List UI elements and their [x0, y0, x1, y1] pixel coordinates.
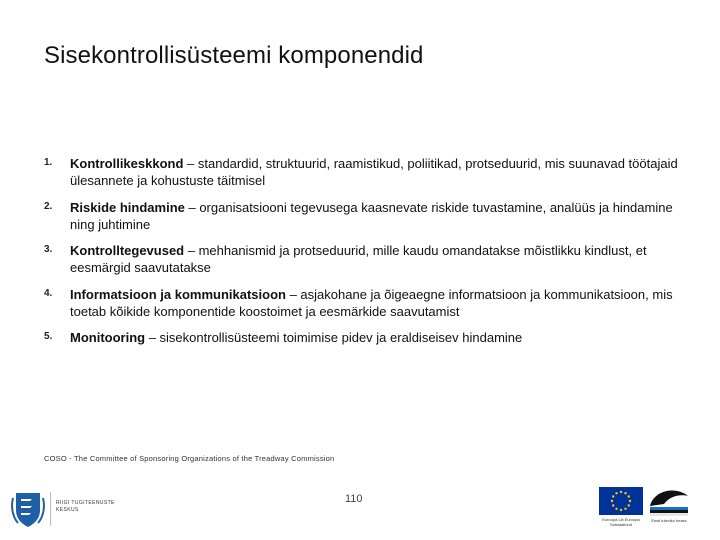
item-number: 4.: [44, 288, 53, 299]
item-term: Monitooring: [70, 330, 146, 345]
eu-star: [620, 491, 622, 493]
est-caption: Eesti tuleviku heaks: [651, 518, 687, 523]
slide-title: Sisekontrollisüsteemi komponendid: [44, 42, 424, 69]
eu-star: [611, 500, 613, 502]
item-text: [70, 329, 680, 346]
rtk-label-line2: KESKUS: [56, 507, 79, 513]
item-number: 3.: [44, 244, 53, 255]
eu-star: [628, 504, 630, 506]
eu-star: [620, 509, 622, 511]
item-text: [70, 286, 680, 320]
logo-divider: [50, 492, 51, 526]
eu-star: [624, 492, 626, 494]
item-description: – organisatsiooni tegevusega kaasnevate riskide tuvastamine, analüüs ja hindamine ning juhtimine: [70, 200, 673, 232]
page-number: 110: [345, 493, 363, 505]
rtk-label-line1: RIIGI TUGITEENUSTE: [56, 500, 115, 506]
rtk-label: [56, 500, 115, 514]
eu-star: [629, 500, 631, 502]
eu-flag-icon: [597, 487, 645, 517]
item-term: Riskide hindamine: [70, 200, 185, 215]
item-text: [70, 199, 680, 233]
item-description: – mehhanismid ja protseduurid, mille kaudu omandatakse mõistlikku kindlust, et eesmärgid saavutatakse: [70, 243, 647, 275]
eu-star: [615, 492, 617, 494]
shield-shape: [16, 493, 40, 527]
rtk-logo: [10, 490, 120, 530]
item-text: [70, 155, 680, 189]
flag-stripe-blue: [650, 507, 688, 510]
item-description: – sisekontrollisüsteemi toimimise pidev ja eraldiseisev hindamine: [145, 330, 523, 345]
item-number: 2.: [44, 201, 53, 212]
eu-star: [628, 495, 630, 497]
item-term: Kontrolltegevused: [70, 243, 185, 258]
item-term: Informatsioon ja kommunikatsioon: [70, 287, 286, 302]
eu-star: [615, 508, 617, 510]
eu-star: [612, 495, 614, 497]
est-logo: [646, 484, 692, 530]
item-number: 5.: [44, 331, 53, 342]
item-text: [70, 242, 680, 276]
item-description: – standardid, struktuurid, raamistikud, poliitikad, protseduurid, mis suunavad töötajaid ülesannete ja kohustuste täitmisel: [70, 156, 678, 188]
flag-stripe-white: [650, 513, 688, 516]
eu-star: [624, 508, 626, 510]
eu-logo: [597, 487, 645, 529]
item-number: 1.: [44, 157, 53, 168]
eu-caption: Euroopa Liit Euroopa Sotsiaalfond: [602, 517, 640, 527]
eu-star: [612, 504, 614, 506]
item-term: Kontrollikeskkond: [70, 156, 184, 171]
bird-flag-icon: [646, 484, 692, 518]
item-description: – asjakohane ja õigeaegne informatsioon ja kommunikatsioon, mis toetab kõikide komponentide koostoimet ja eesmärkide saavutamist: [70, 287, 673, 319]
footnote: COSO - The Committee of Sponsoring Organizations of the Treadway Commission: [44, 454, 335, 463]
bird-wing: [650, 491, 688, 506]
flag-stripe-black: [650, 510, 688, 513]
coat-of-arms-icon: [10, 490, 46, 528]
